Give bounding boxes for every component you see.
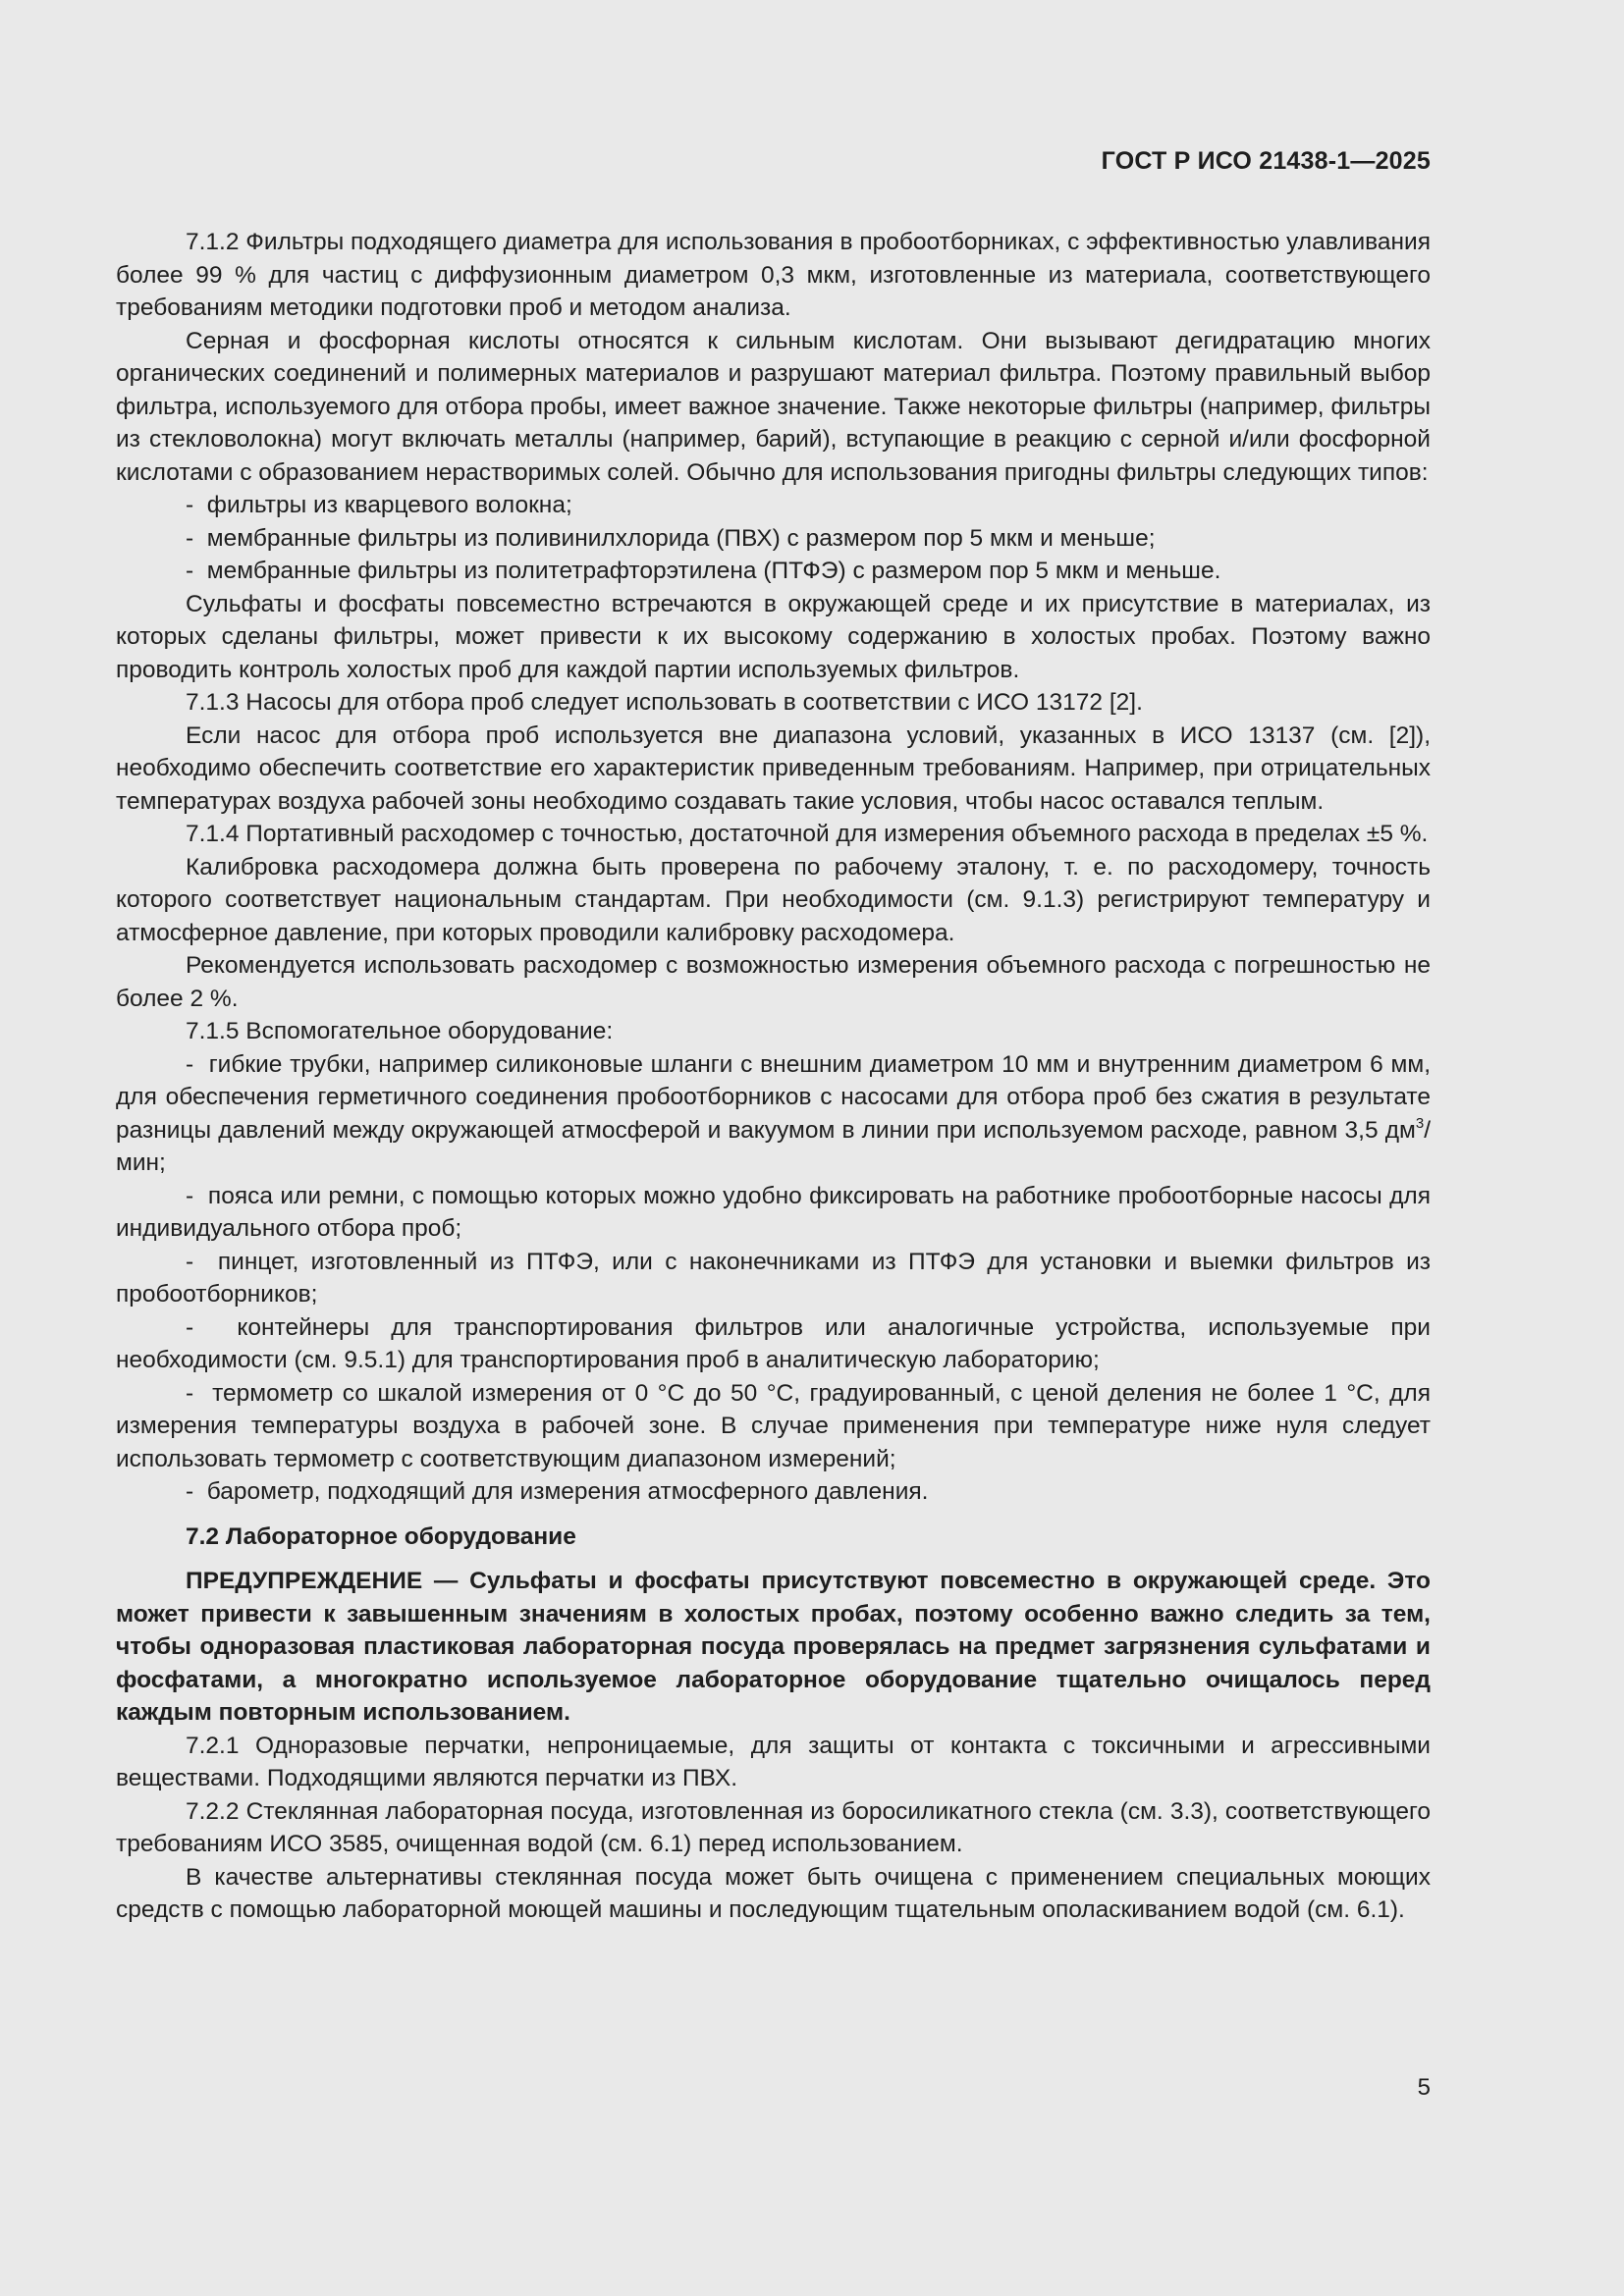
clause-7-1-5: 7.1.5 Вспомогательное оборудование: xyxy=(186,1018,614,1044)
document-number-header: ГОСТ Р ИСО 21438-1—2025 xyxy=(1101,147,1431,175)
section-heading-7-2: 7.2 Лабораторное оборудование xyxy=(186,1522,576,1550)
list-item-ptfe-filters: - мембранные фильтры из политетрафторэтилена (ПТФЭ) с размером пор 5 мкм и меньше. xyxy=(116,555,1431,588)
paragraph-calibration: Калибровка расходомера должна быть проверена по рабочему эталону, т. е. по расходомеру, точность которого соответствует национальным стандартам. При необходимости (см. 9.1.3) регистрируют температуру и атмосферное давление, при которых проводили калибровку расходомера. xyxy=(116,853,1431,946)
clause-7-2-1: 7.2.1 Одноразовые перчатки, непроницаемые, для защиты от контакта с токсичными и агрессивными веществами. Подходящими являются перчатки из ПВХ. xyxy=(116,1732,1431,1791)
paragraph-pump-conditions: Если насос для отбора проб используется вне диапазона условий, указанных в ИСО 13137 (см. [2]), необходимо обеспечить соответствие его характеристик приведенным требованиям. Например, при отрицательных температурах воздуха рабочей зоны необходимо создавать такие условия, чтобы насос оставался теплым. xyxy=(116,721,1431,815)
list-item-barometer: - барометр, подходящий для измерения атмосферного давления. xyxy=(116,1475,1431,1509)
paragraph-acids: Серная и фосфорная кислоты относятся к сильным кислотам. Они вызывают дегидратацию многих органических соединений и полимерных материалов и разрушают материал фильтра. Поэтому правильный выбор фильтра, используемого для отбора пробы, имеет важное значение. Также некоторые фильтры (например, фильтры из стекловолокна) могут включать металлы (например, барий), вступающие в реакцию с серной и/или фосфорной кислотами с образованием нерастворимых солей. Обычно для использования пригодны фильтры следующих типов: xyxy=(116,327,1431,486)
list-item-pvc-filters: - мембранные фильтры из поливинилхлорида (ПВХ) с размером пор 5 мкм и меньше; xyxy=(116,522,1431,556)
list-item-containers: - контейнеры для транспортирования фильтров или аналогичные устройства, используемые при необходимости (см. 9.5.1) для транспортирования проб в аналитическую лабораторию; xyxy=(116,1311,1431,1377)
list-item-thermometer: - термометр со шкалой измерения от 0 °С до 50 °С, градуированный, с ценой деления не более 1 °С, для измерения температуры воздуха в рабочей зоне. В случае применения при температуре ниже нуля следует использовать термометр с соответствующим диапазоном измерений; xyxy=(116,1377,1431,1476)
clause-7-1-3: 7.1.3 Насосы для отбора проб следует использовать в соответствии с ИСО 13172 [2]. xyxy=(186,689,1143,716)
paragraph-recommendation: Рекомендуется использовать расходомер с возможностью измерения объемного расхода с погрешностью не более 2 %. xyxy=(116,952,1431,1012)
list-item-tubes xyxy=(116,1048,1431,1180)
clause-7-1-2: 7.1.2 Фильтры подходящего диаметра для использования в пробоотборниках, с эффективностью улавливания более 99 % для частиц с диффузионным диаметром 0,3 мкм, изготовленные из материала, соответствующего требованиям методики подготовки проб и методом анализа. xyxy=(116,229,1431,321)
tubes-unit: /мин; xyxy=(116,1116,1431,1176)
page-number: 5 xyxy=(1417,2074,1431,2101)
paragraph-alternative-cleaning: В качестве альтернативы стеклянная посуда может быть очищена с применением специальных моющих средств с помощью лабораторной моющей машины и последующим тщательным ополаскиванием водой (см. 6.1). xyxy=(116,1863,1431,1923)
superscript-3: 3 xyxy=(1415,1114,1425,1132)
document-body xyxy=(116,226,1431,1927)
clause-7-1-4: 7.1.4 Портативный расходомер с точностью, достаточной для измерения объемного расхода в пределах ±5 %. xyxy=(186,821,1429,847)
list-item-belts: - пояса или ремни, с помощью которых можно удобно фиксировать на работнике пробоотборные насосы для индивидуального отбора проб; xyxy=(116,1180,1431,1246)
clause-7-2-2: 7.2.2 Стеклянная лабораторная посуда, изготовленная из боросиликатного стекла (см. 3.3), соответствующего требованиям ИСО 3585, очищенная водой (см. 6.1) перед использованием. xyxy=(116,1797,1431,1857)
warning-paragraph: ПРЕДУПРЕЖДЕНИЕ — Сульфаты и фосфаты присутствуют повсеместно в окружающей среде. Это может привести к завышенным значениям в холостых пробах, поэтому особенно важно следить за тем, чтобы одноразовая пластиковая лабораторная посуда проверялась на предмет загрязнения сульфатами и фосфатами, а многократно используемое лабораторное оборудование тщательно очищалось перед каждым повторным использованием. xyxy=(116,1568,1431,1726)
list-item-tweezers: - пинцет, изготовленный из ПТФЭ, или с наконечниками из ПТФЭ для установки и выемки фильтров из пробоотборников; xyxy=(116,1246,1431,1311)
paragraph-blank-control: Сульфаты и фосфаты повсеместно встречаются в окружающей среде и их присутствие в материалах, из которых сделаны фильтры, может привести к их высокому содержанию в холостых пробах. Поэтому важно проводить контроль холостых проб для каждой партии используемых фильтров. xyxy=(116,590,1431,683)
tubes-text: гибкие трубки, например силиконовые шланги с внешним диаметром 10 мм и внутренним диаметром 6 мм, для обеспечения герметичного соединения пробоотборников с насосами для отбора проб без сжатия в результате разницы давлений между окружающей атмосферой и вакуумом в линии при используемом расходе, равном 3,5 дм xyxy=(116,1050,1431,1144)
list-item-quartz-filters: - фильтры из кварцевого волокна; xyxy=(116,489,1431,522)
